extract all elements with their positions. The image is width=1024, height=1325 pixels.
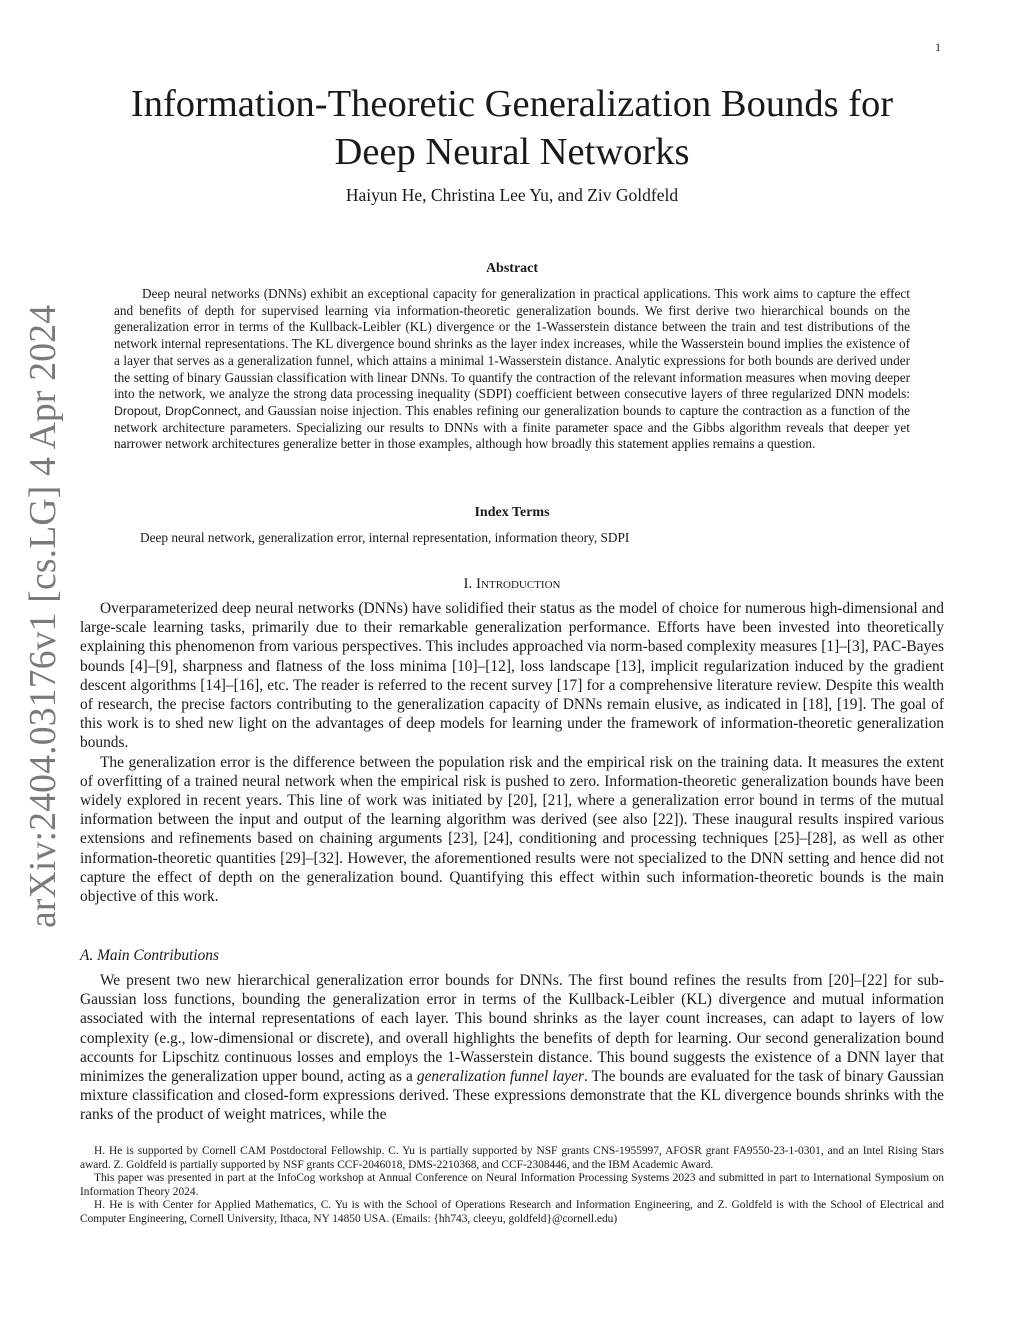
model-dropout: Dropout bbox=[114, 403, 158, 418]
introduction-body bbox=[80, 599, 944, 906]
footnote-funding: H. He is supported by Cornell CAM Postdoctoral Fellowship. C. Yu is partially supported by NSF grants CNS-1955997, AFOSR grant FA9550-23-1-0301, and an Intel Rising Stars award. Z. Goldfeld is partially supported by NSF grants CCF-2046018, DMS-2210368, and CCF-2308446, and the IBM Academic Award. bbox=[80, 1145, 944, 1171]
subsection-heading-main-contributions: A. Main Contributions bbox=[80, 947, 219, 964]
paragraph: Overparameterized deep neural networks (DNNs) have solidified their status as the model of choice for numerous high-dimensional and large-scale learning tasks, primarily due to their remarkable generalization performance. Efforts have been invested into theoretically explaining this phenomenon from various perspectives. This includes approached via norm-based complexity measures [1]–[3], PAC-Bayes bounds [4]–[9], sharpness and flatness of the loss minima [10]–[12], loss landscape [13], implicit regularization induced by the gradient descent algorithms [14]–[16], etc. The reader is referred to the recent survey [17] for a comprehensive literature review. Despite this wealth of research, the precise factors contributing to the generalization capacity of DNNs remain elusive, as indicated in [18], [19]. The goal of this work is to shed new light on the advantages of deep models for learning under the framework of information-theoretic generalization bounds. bbox=[80, 600, 944, 752]
emphasized-term: generalization funnel layer bbox=[416, 1068, 584, 1086]
abstract-text bbox=[114, 286, 910, 453]
paper-title bbox=[80, 80, 944, 176]
paragraph: The generalization error is the difference between the population risk and the empirical risk on the training data. It measures the extent of overfitting of a trained neural network when the empirical risk is pushed to zero. Information-theoretic generalization bounds have been widely explored in recent years. This line of work was initiated by [20], [21], where a generalization error bound in terms of the mutual information between the input and output of the learning algorithm was derived (see also [22]). These inaugural results inspired various extensions and refinements based on chaining arguments [23], [24], conditioning and processing techniques [25]–[28], as well as other information-theoretic quantities [29]–[32]. However, the aforementioned results were not specialized to the DNN setting and hence did not capture the effect of depth on the generalization bound. Quantifying this effect within such information-theoretic bounds is the main objective of this work. bbox=[80, 753, 944, 906]
abstract-separator: , bbox=[157, 402, 165, 418]
abstract-heading: Abstract bbox=[485, 261, 539, 276]
footnotes bbox=[80, 1145, 944, 1226]
page-number: 1 bbox=[935, 40, 941, 54]
title-line-1: Information-Theoretic Generalization Bounds for bbox=[130, 83, 894, 125]
index-terms-heading: Index Terms bbox=[474, 505, 550, 520]
section-title: Introduction bbox=[476, 576, 561, 592]
paragraph bbox=[80, 971, 944, 1125]
section-numeral: I. bbox=[463, 576, 473, 592]
footnote-presentation: This paper was presented in part at the InfoCog workshop at Annual Conference on Neural Information Processing Systems 2023 and submitted in part to International Symposium on Information Theory 2024. bbox=[80, 1172, 944, 1198]
model-dropconnect: DropConnect bbox=[164, 403, 238, 418]
arxiv-identifier-stamp: arXiv:2404.03176v1 [cs.LG] 4 Apr 2024 bbox=[23, 304, 64, 928]
contributions-text-part-2: . The bounds are evaluated for the task of binary Gaussian mixture classification and closed-form expressions derived. These expressions demonstrate that the KL divergence bounds shrinks with the ranks of the product of weight matrices, while the bbox=[80, 1068, 944, 1124]
index-terms-text: Deep neural network, generalization error, internal representation, information theory, SDPI bbox=[140, 530, 630, 545]
abstract-text-part-2: , and Gaussian noise injection. This enables refining our generalization bounds to capture the contraction as a function of the network architecture parameters. Specializing our results to DNNs with a finite parameter space and the Gibbs algorithm reveals that deeper yet narrower network architectures generalize better in those examples, although how broadly this statement applies remains a question. bbox=[114, 402, 910, 452]
author-list: Haiyun He, Christina Lee Yu, and Ziv Goldfeld bbox=[345, 185, 679, 205]
section-heading-introduction bbox=[80, 575, 944, 593]
main-contributions-body bbox=[80, 971, 944, 1125]
title-line-2: Deep Neural Networks bbox=[334, 131, 690, 173]
abstract-text-part-1: Deep neural networks (DNNs) exhibit an exceptional capacity for generalization in practical applications. This work aims to capture the effect and benefits of depth for supervised learning via information-theoretic generalization bounds. We first derive two hierarchical bounds on the generalization error in terms of the Kullback-Leibler (KL) divergence or the 1-Wasserstein distance between the train and test distributions of the network internal representations. The KL divergence bound shrinks as the layer index increases, while the Wasserstein bound implies the existence of a layer that serves as a generalization funnel, which attains a minimal 1-Wasserstein distance. Analytic expressions for both bounds are derived under the setting of binary Gaussian classification with linear DNNs. To quantify the contraction of the relevant information measures when moving deeper into the network, we analyze the strong data processing inequality (SDPI) coefficient between consecutive layers of three regularized DNN models: bbox=[114, 286, 910, 402]
footnote-affiliations: H. He is with Center for Applied Mathematics, C. Yu is with the School of Operations Research and Information Engineering, and Z. Goldfeld is with the School of Electrical and Computer Engineering, Cornell University, Ithaca, NY 14850 USA. (Emails: {hh743, cleeyu, goldfeld}@cornell.edu) bbox=[80, 1199, 944, 1225]
contributions-text-part-1: We present two new hierarchical generalization error bounds for DNNs. The first bound refines the results from [20]–[22] for sub-Gaussian loss functions, bounding the generalization error in terms of the Kullback-Leibler (KL) divergence and mutual information associated with the internal representations of each layer. This bound shrinks as the layer count increases, can adapt to layers of low complexity (e.g., low-dimensional or discrete), and overall highlights the benefits of depth for learning. Our second generalization bound accounts for Lipschitz continuous losses and employs the 1-Wasserstein distance. This bound suggests the existence of a DNN layer that minimizes the generalization upper bound, acting as a bbox=[80, 972, 944, 1086]
